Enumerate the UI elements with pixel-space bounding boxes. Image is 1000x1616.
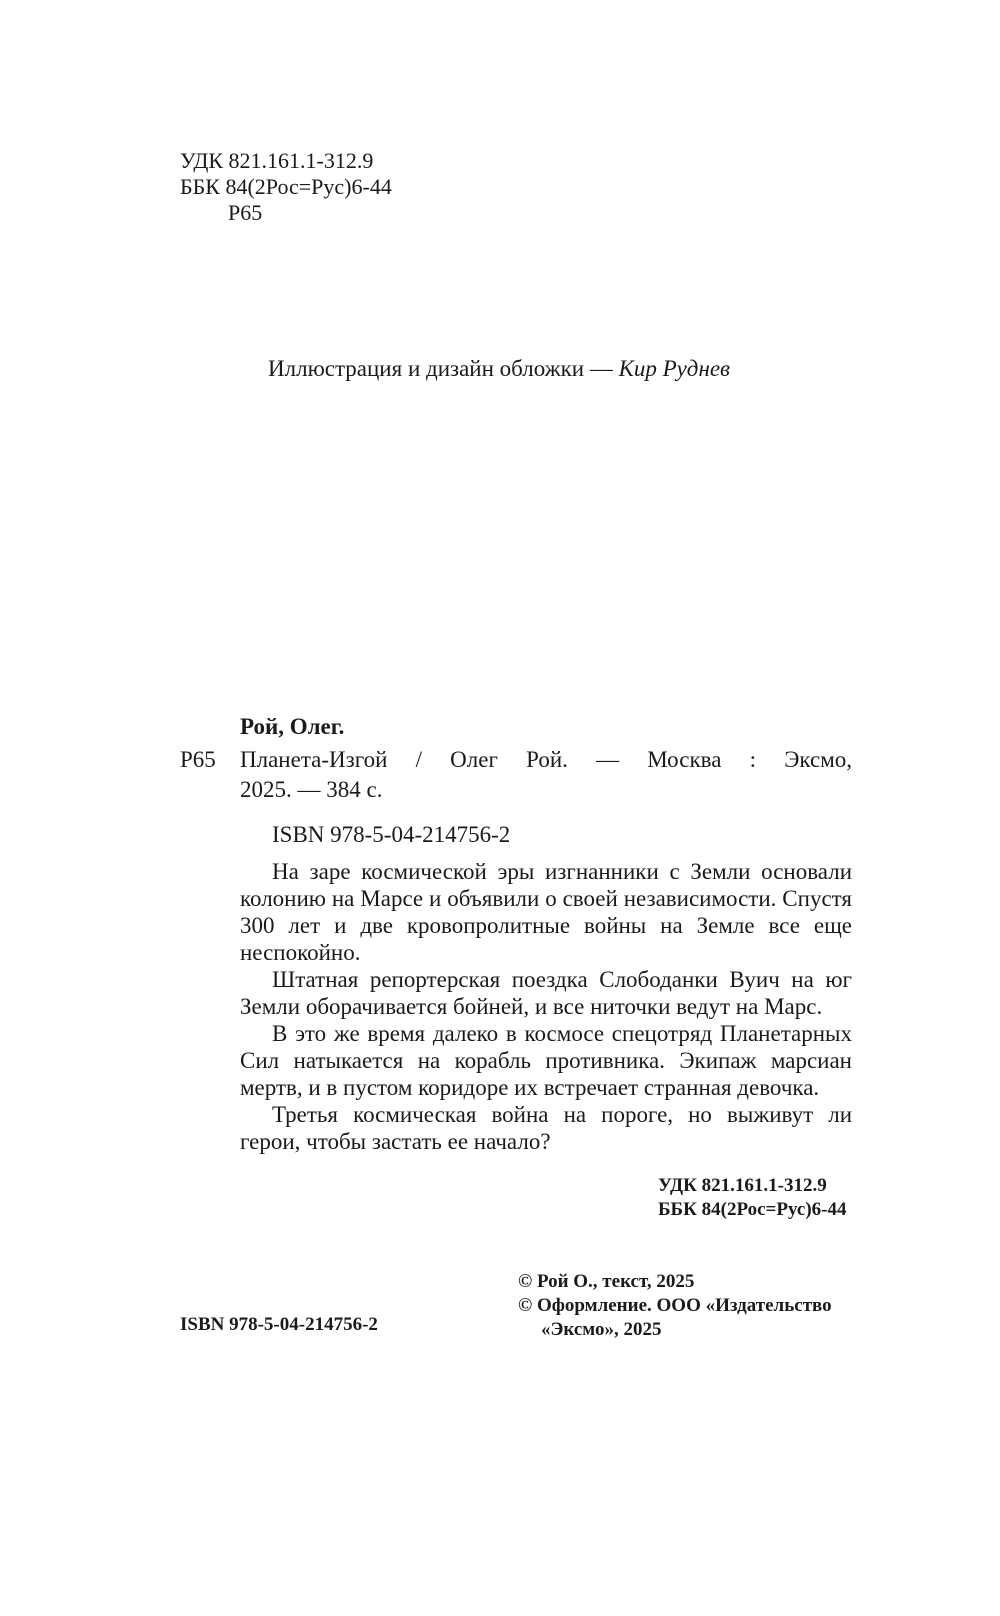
cover-credit-name: Кир Руднев <box>618 356 731 381</box>
udk-code-entry: УДК 821.161.1-312.9 <box>658 1175 827 1196</box>
copyright-text: © Рой О., текст, 2025 <box>518 1271 695 1292</box>
copyright-design-line-1: © Оформление. ООО «Издательство <box>518 1295 832 1316</box>
author-mark: Р65 <box>180 747 216 772</box>
annotation-paragraph: В это же время далеко в космосе спецотряд Планетарных Сил натыкается на корабль противника. Экипаж марсиан мертв, и в пустом коридоре их встречает странная девочка. <box>240 1021 852 1100</box>
author-heading: Рой, Олег. <box>240 714 345 739</box>
isbn-footer: ISBN 978-5-04-214756-2 <box>180 1314 378 1335</box>
author-mark-top: Р65 <box>228 200 263 225</box>
annotation-paragraph: Штатная репортерская поездка Слободанки Вуич на юг Земли оборачивается бойней, и все ниточки ведут на Марс. <box>240 967 852 1019</box>
annotation-paragraph: На заре космической эры изгнанники с Земли основали колонию на Марсе и объявили о своей независимости. Спустя 300 лет и две кровопролитные войны на Земле все еще неспокойно. <box>240 859 852 965</box>
cover-credit-prefix: Иллюстрация и дизайн обложки — <box>268 356 619 381</box>
bbk-code-entry: ББК 84(2Рос=Рус)6-44 <box>658 1199 847 1220</box>
udk-code-top: УДК 821.161.1-312.9 <box>180 148 374 173</box>
isbn-entry: ISBN 978-5-04-214756-2 <box>272 822 511 847</box>
annotation-paragraph: Третья космическая война на пороге, но выживут ли герои, чтобы застать ее начало? <box>240 1102 852 1154</box>
bbk-code-top: ББК 84(2Рос=Рус)6-44 <box>180 174 392 199</box>
copyright-design-line-2: «Эксмо», 2025 <box>541 1319 662 1340</box>
title-line-2: 2025. — 384 с. <box>240 777 383 802</box>
cover-credit <box>268 356 730 382</box>
annotation <box>240 858 852 1155</box>
title-line-1: Планета-Изгой / Олег Рой. — Москва : Эксмо, <box>240 747 852 772</box>
